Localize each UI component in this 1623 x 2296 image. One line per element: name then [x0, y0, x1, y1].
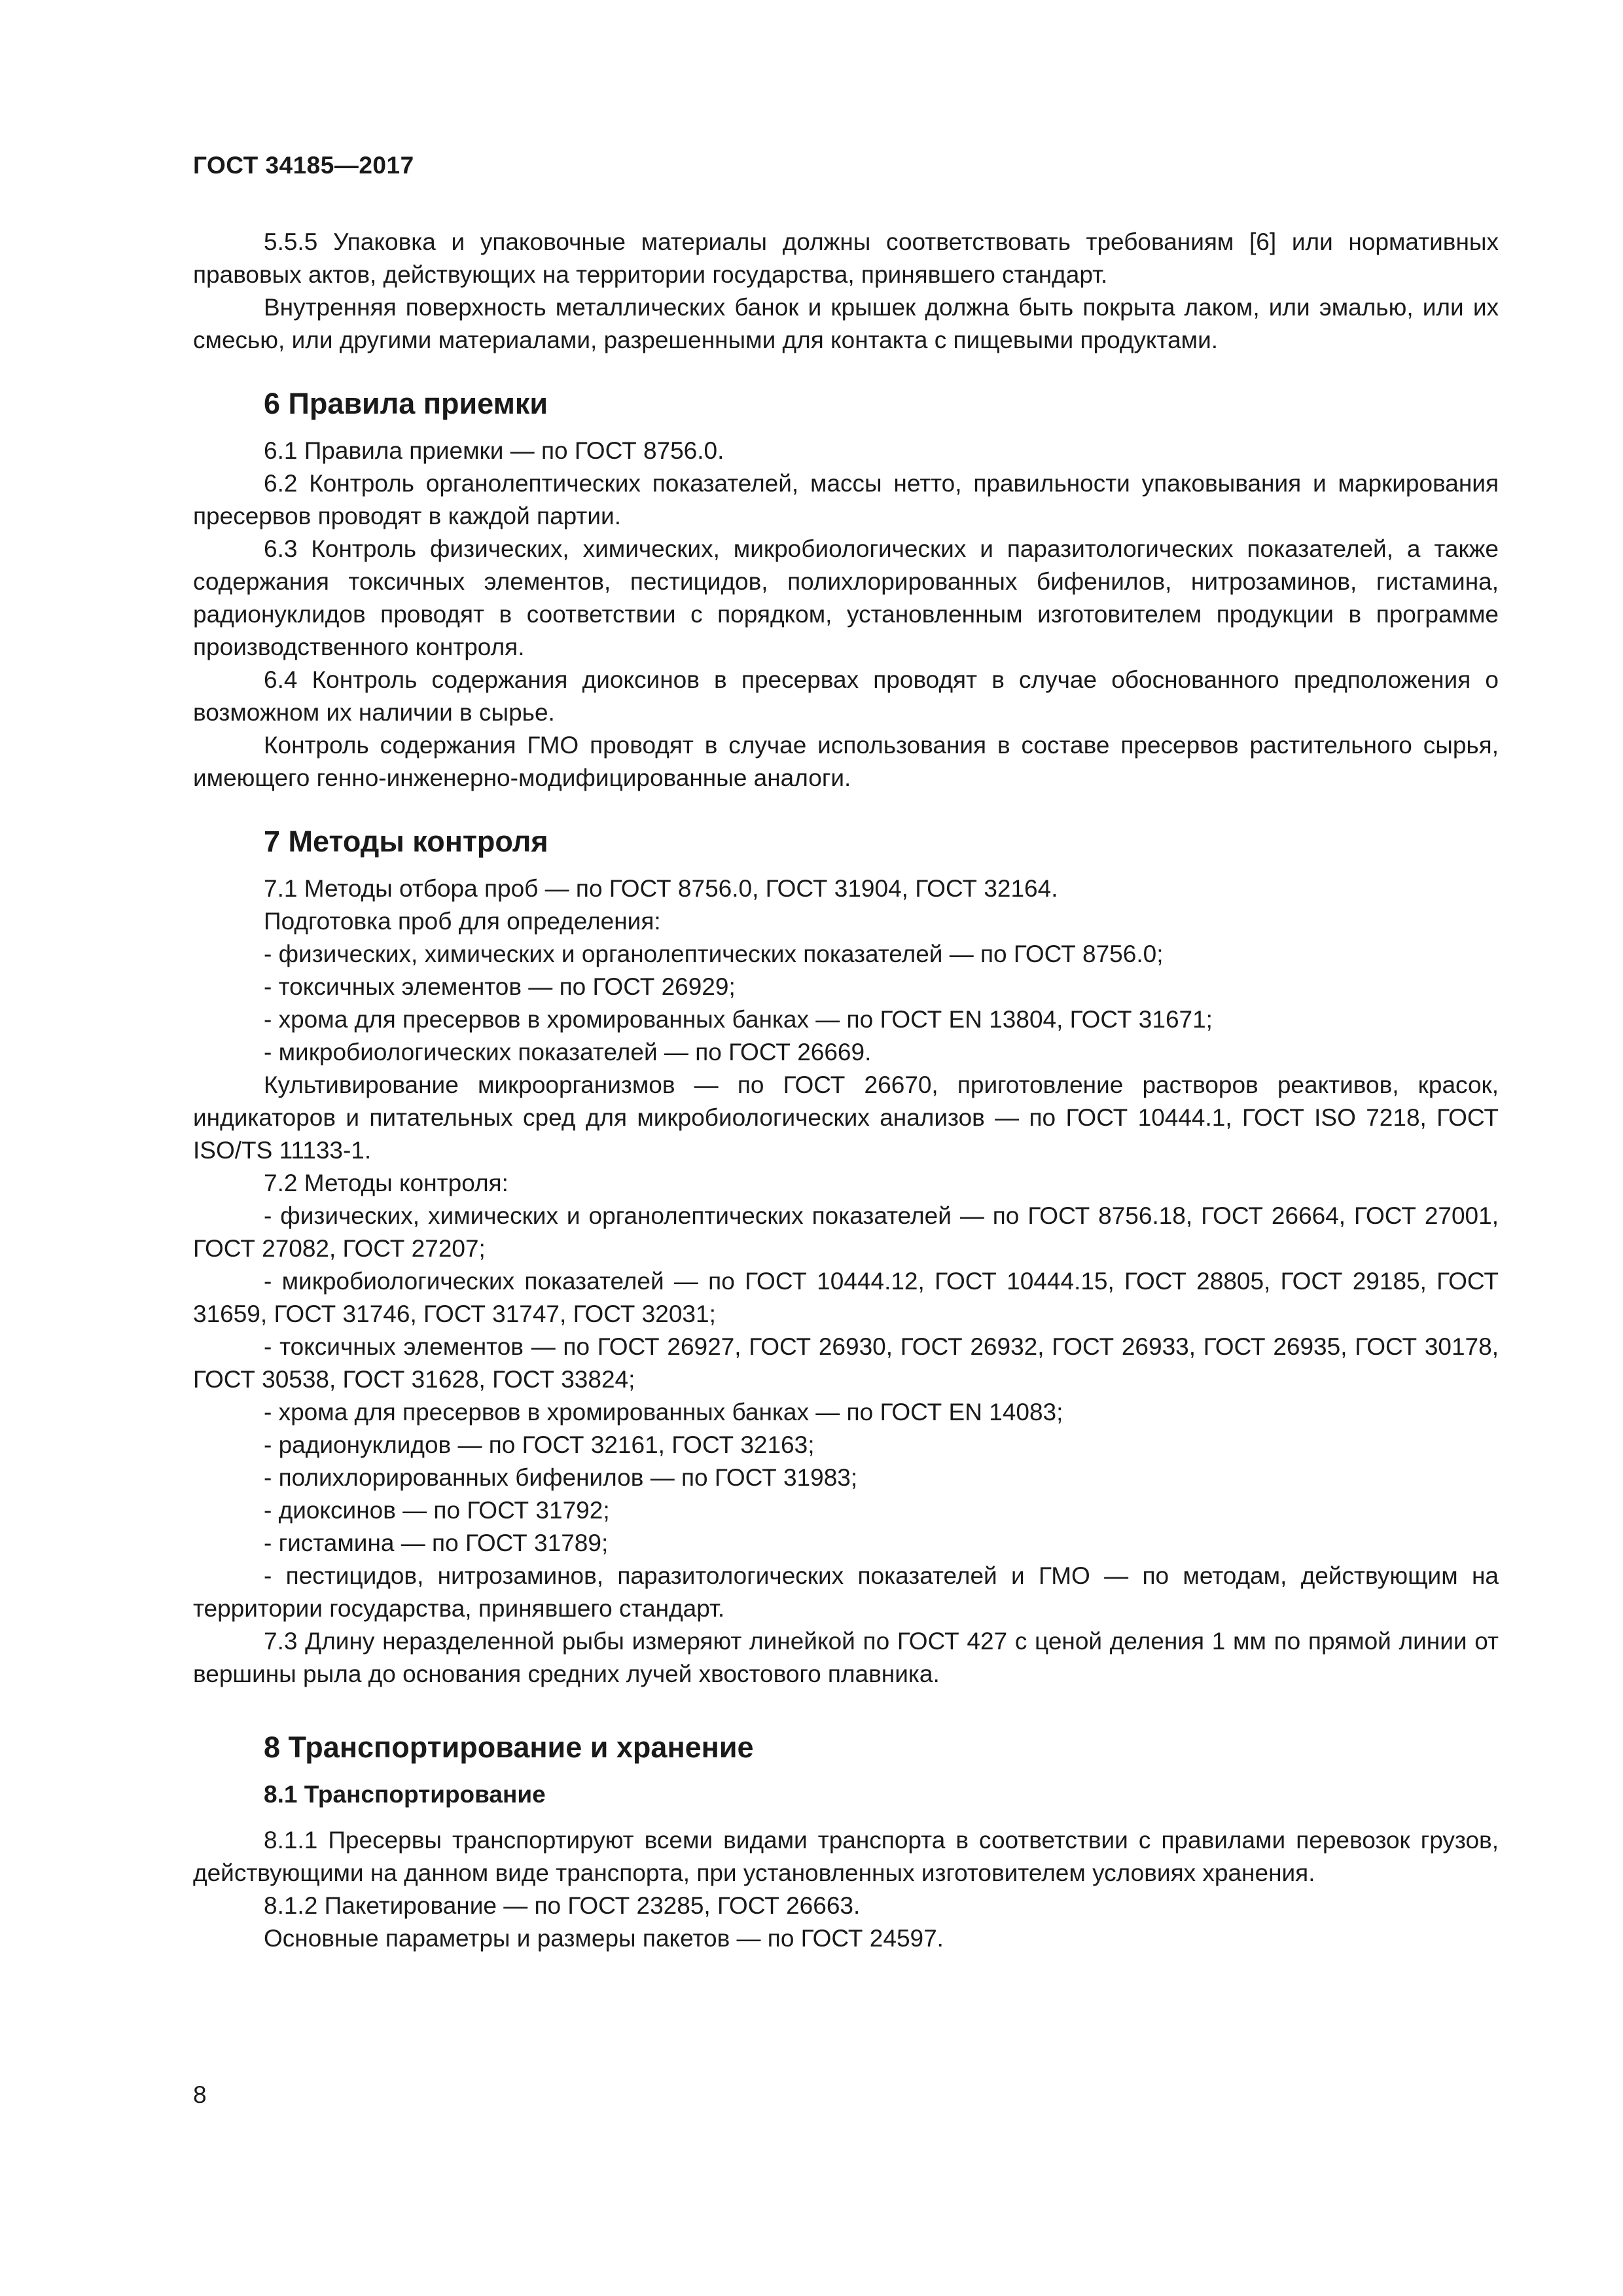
paragraph-6-1: 6.1 Правила приемки — по ГОСТ 8756.0.	[264, 437, 724, 464]
page-number: 8	[193, 2081, 207, 2108]
paragraph-6-2: 6.2 Контроль органолептических показателей, массы нетто, правильности упаковывания и маркирования пресервов проводят в каждой партии.	[193, 470, 1499, 529]
paragraph-prep-intro: Подготовка проб для определения:	[264, 908, 661, 935]
section-8-title: 8 Транспортирование и хранение	[264, 1731, 754, 1764]
list-item: - радионуклидов — по ГОСТ 32161, ГОСТ 32163;	[264, 1431, 815, 1458]
paragraph-8-1-1: 8.1.1 Пресервы транспортируют всеми видами транспорта в соответствии с правилами перевозок грузов, действующими на данном виде транспорта, при установленных изготовителем условиях хранения.	[193, 1827, 1499, 1886]
paragraph-gmo-control: Контроль содержания ГМО проводят в случае использования в составе пресервов растительного сырья, имеющего генно-инженерно-модифицированные аналоги.	[193, 732, 1499, 791]
paragraph-cultivation: Культивирование микроорганизмов — по ГОСТ 26670, приготовление растворов реактивов, красок, индикаторов и питательных сред для микробиологических анализов — по ГОСТ 10444.1, ГОСТ ISO 7218, ГОСТ ISO/TS 11133-1.	[193, 1071, 1499, 1164]
standard-header: ГОСТ 34185—2017	[193, 152, 414, 179]
paragraph-5-5-5: 5.5.5 Упаковка и упаковочные материалы должны соответствовать требованиям [6] или нормативных правовых актов, действующих на территории государства, принявшего стандарт.	[193, 228, 1499, 288]
list-item: - хрома для пресервов в хромированных банках — по ГОСТ EN 14083;	[264, 1399, 1063, 1426]
list-item: - микробиологических показателей — по ГОСТ 10444.12, ГОСТ 10444.15, ГОСТ 28805, ГОСТ 29185, ГОСТ 31659, ГОСТ 31746, ГОСТ 31747, ГОСТ 32031;	[193, 1268, 1499, 1327]
document-body	[193, 226, 1499, 1955]
list-item: - токсичных элементов — по ГОСТ 26929;	[264, 973, 736, 1000]
list-item: - физических, химических и органолептических показателей — по ГОСТ 8756.0;	[264, 941, 1164, 967]
paragraph-6-4: 6.4 Контроль содержания диоксинов в пресервах проводят в случае обоснованного предположения о возможном их наличии в сырье.	[193, 666, 1499, 726]
list-item: - гистамина — по ГОСТ 31789;	[264, 1530, 609, 1556]
paragraph-7-2: 7.2 Методы контроля:	[264, 1170, 508, 1196]
paragraph-8-1-2: 8.1.2 Пакетирование — по ГОСТ 23285, ГОСТ 26663.	[264, 1892, 861, 1919]
list-item: - микробиологических показателей — по ГОСТ 26669.	[264, 1039, 872, 1066]
list-item: - физических, химических и органолептических показателей — по ГОСТ 8756.18, ГОСТ 26664, ГОСТ 27001, ГОСТ 27082, ГОСТ 27207;	[193, 1202, 1499, 1262]
paragraph-package-params: Основные параметры и размеры пакетов — по ГОСТ 24597.	[264, 1925, 944, 1952]
paragraph-7-3: 7.3 Длину неразделенной рыбы измеряют линейкой по ГОСТ 427 с ценой деления 1 мм по прямой линии от вершины рыла до основания средних лучей хвостового плавника.	[193, 1628, 1499, 1687]
list-item: - полихлорированных бифенилов — по ГОСТ 31983;	[264, 1464, 858, 1491]
section-7-title: 7 Методы контроля	[264, 825, 548, 858]
paragraph-7-1: 7.1 Методы отбора проб — по ГОСТ 8756.0, ГОСТ 31904, ГОСТ 32164.	[264, 875, 1058, 902]
paragraph-inner-surface: Внутренняя поверхность металлических банок и крышек должна быть покрыта лаком, или эмалью, или их смесью, или другими материалами, разрешенными для контакта с пищевыми продуктами.	[193, 294, 1499, 353]
paragraph-6-3: 6.3 Контроль физических, химических, микробиологических и паразитологических показателей, а также содержания токсичных элементов, пестицидов, полихлорированных бифенилов, нитрозаминов, гистамина, радионуклидов проводят в соответствии с порядком, установленным изготовителем продукции в программе производственного контроля.	[193, 535, 1499, 660]
list-item: - диоксинов — по ГОСТ 31792;	[264, 1497, 610, 1524]
list-item: - пестицидов, нитрозаминов, паразитологических показателей и ГМО — по методам, действующим на территории государства, принявшего стандарт.	[193, 1562, 1499, 1622]
list-item: - токсичных элементов — по ГОСТ 26927, ГОСТ 26930, ГОСТ 26932, ГОСТ 26933, ГОСТ 26935, ГОСТ 30178, ГОСТ 30538, ГОСТ 31628, ГОСТ 33824;	[193, 1333, 1499, 1393]
subsection-8-1-title: 8.1 Транспортирование	[264, 1781, 546, 1808]
section-6-title: 6 Правила приемки	[264, 387, 548, 420]
list-item: - хрома для пресервов в хромированных банках — по ГОСТ EN 13804, ГОСТ 31671;	[264, 1006, 1213, 1033]
